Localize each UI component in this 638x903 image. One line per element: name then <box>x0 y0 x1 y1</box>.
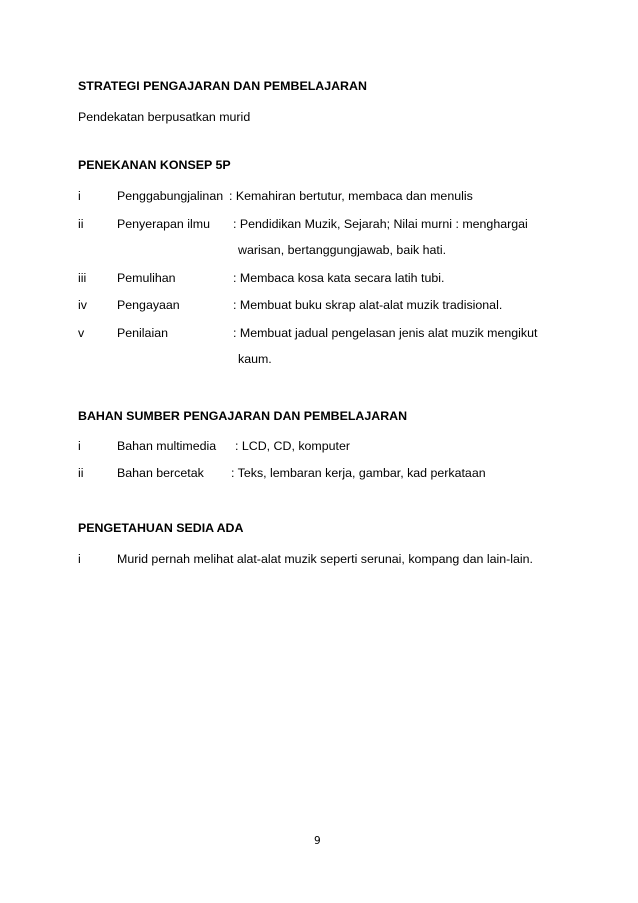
concepts-heading: PENEKANAN KONSEP 5P <box>78 158 231 172</box>
concept-value-continued: warisan, bertanggungjawab, baik hati. <box>238 243 447 257</box>
resource-num: ii <box>78 466 84 480</box>
resource-label: Bahan multimedia <box>117 439 217 453</box>
concept-value-continued: kaum. <box>238 352 272 366</box>
page-number: 9 <box>314 835 321 847</box>
prior-knowledge-text: Murid pernah melihat alat-alat muzik seperti serunai, kompang dan lain-lain. <box>117 552 533 566</box>
concept-value: : Pendidikan Muzik, Sejarah; Nilai murni : menghargai <box>233 217 528 231</box>
resource-value: : LCD, CD, komputer <box>235 439 350 453</box>
resources-heading: BAHAN SUMBER PENGAJARAN DAN PEMBELAJARAN <box>78 409 408 423</box>
concept-num: ii <box>78 217 84 231</box>
concept-label: Penilaian <box>117 326 168 340</box>
concept-value: : Membuat buku skrap alat-alat muzik tradisional. <box>233 298 503 312</box>
resource-value: : Teks, lembaran kerja, gambar, kad perkataan <box>231 466 486 480</box>
resource-num: i <box>78 439 81 453</box>
concept-label: Penggabungjalinan <box>117 189 224 203</box>
resource-label: Bahan bercetak <box>117 466 204 480</box>
concept-num: i <box>78 189 81 203</box>
concept-label: Pemulihan <box>117 271 176 285</box>
concept-label: Pengayaan <box>117 298 180 312</box>
concept-value: : Kemahiran bertutur, membaca dan menulis <box>229 189 473 203</box>
strategy-text: Pendekatan berpusatkan murid <box>78 110 251 124</box>
strategy-heading: STRATEGI PENGAJARAN DAN PEMBELAJARAN <box>78 79 367 93</box>
concept-value: : Membuat jadual pengelasan jenis alat muzik mengikut <box>233 326 538 340</box>
concept-num: v <box>78 326 85 340</box>
concept-num: iii <box>78 271 87 285</box>
prior-knowledge-heading: PENGETAHUAN SEDIA ADA <box>78 521 244 535</box>
concept-num: iv <box>78 298 87 312</box>
concept-value: : Membaca kosa kata secara latih tubi. <box>233 271 445 285</box>
prior-knowledge-num: i <box>78 552 81 566</box>
concept-label: Penyerapan ilmu <box>117 217 210 231</box>
